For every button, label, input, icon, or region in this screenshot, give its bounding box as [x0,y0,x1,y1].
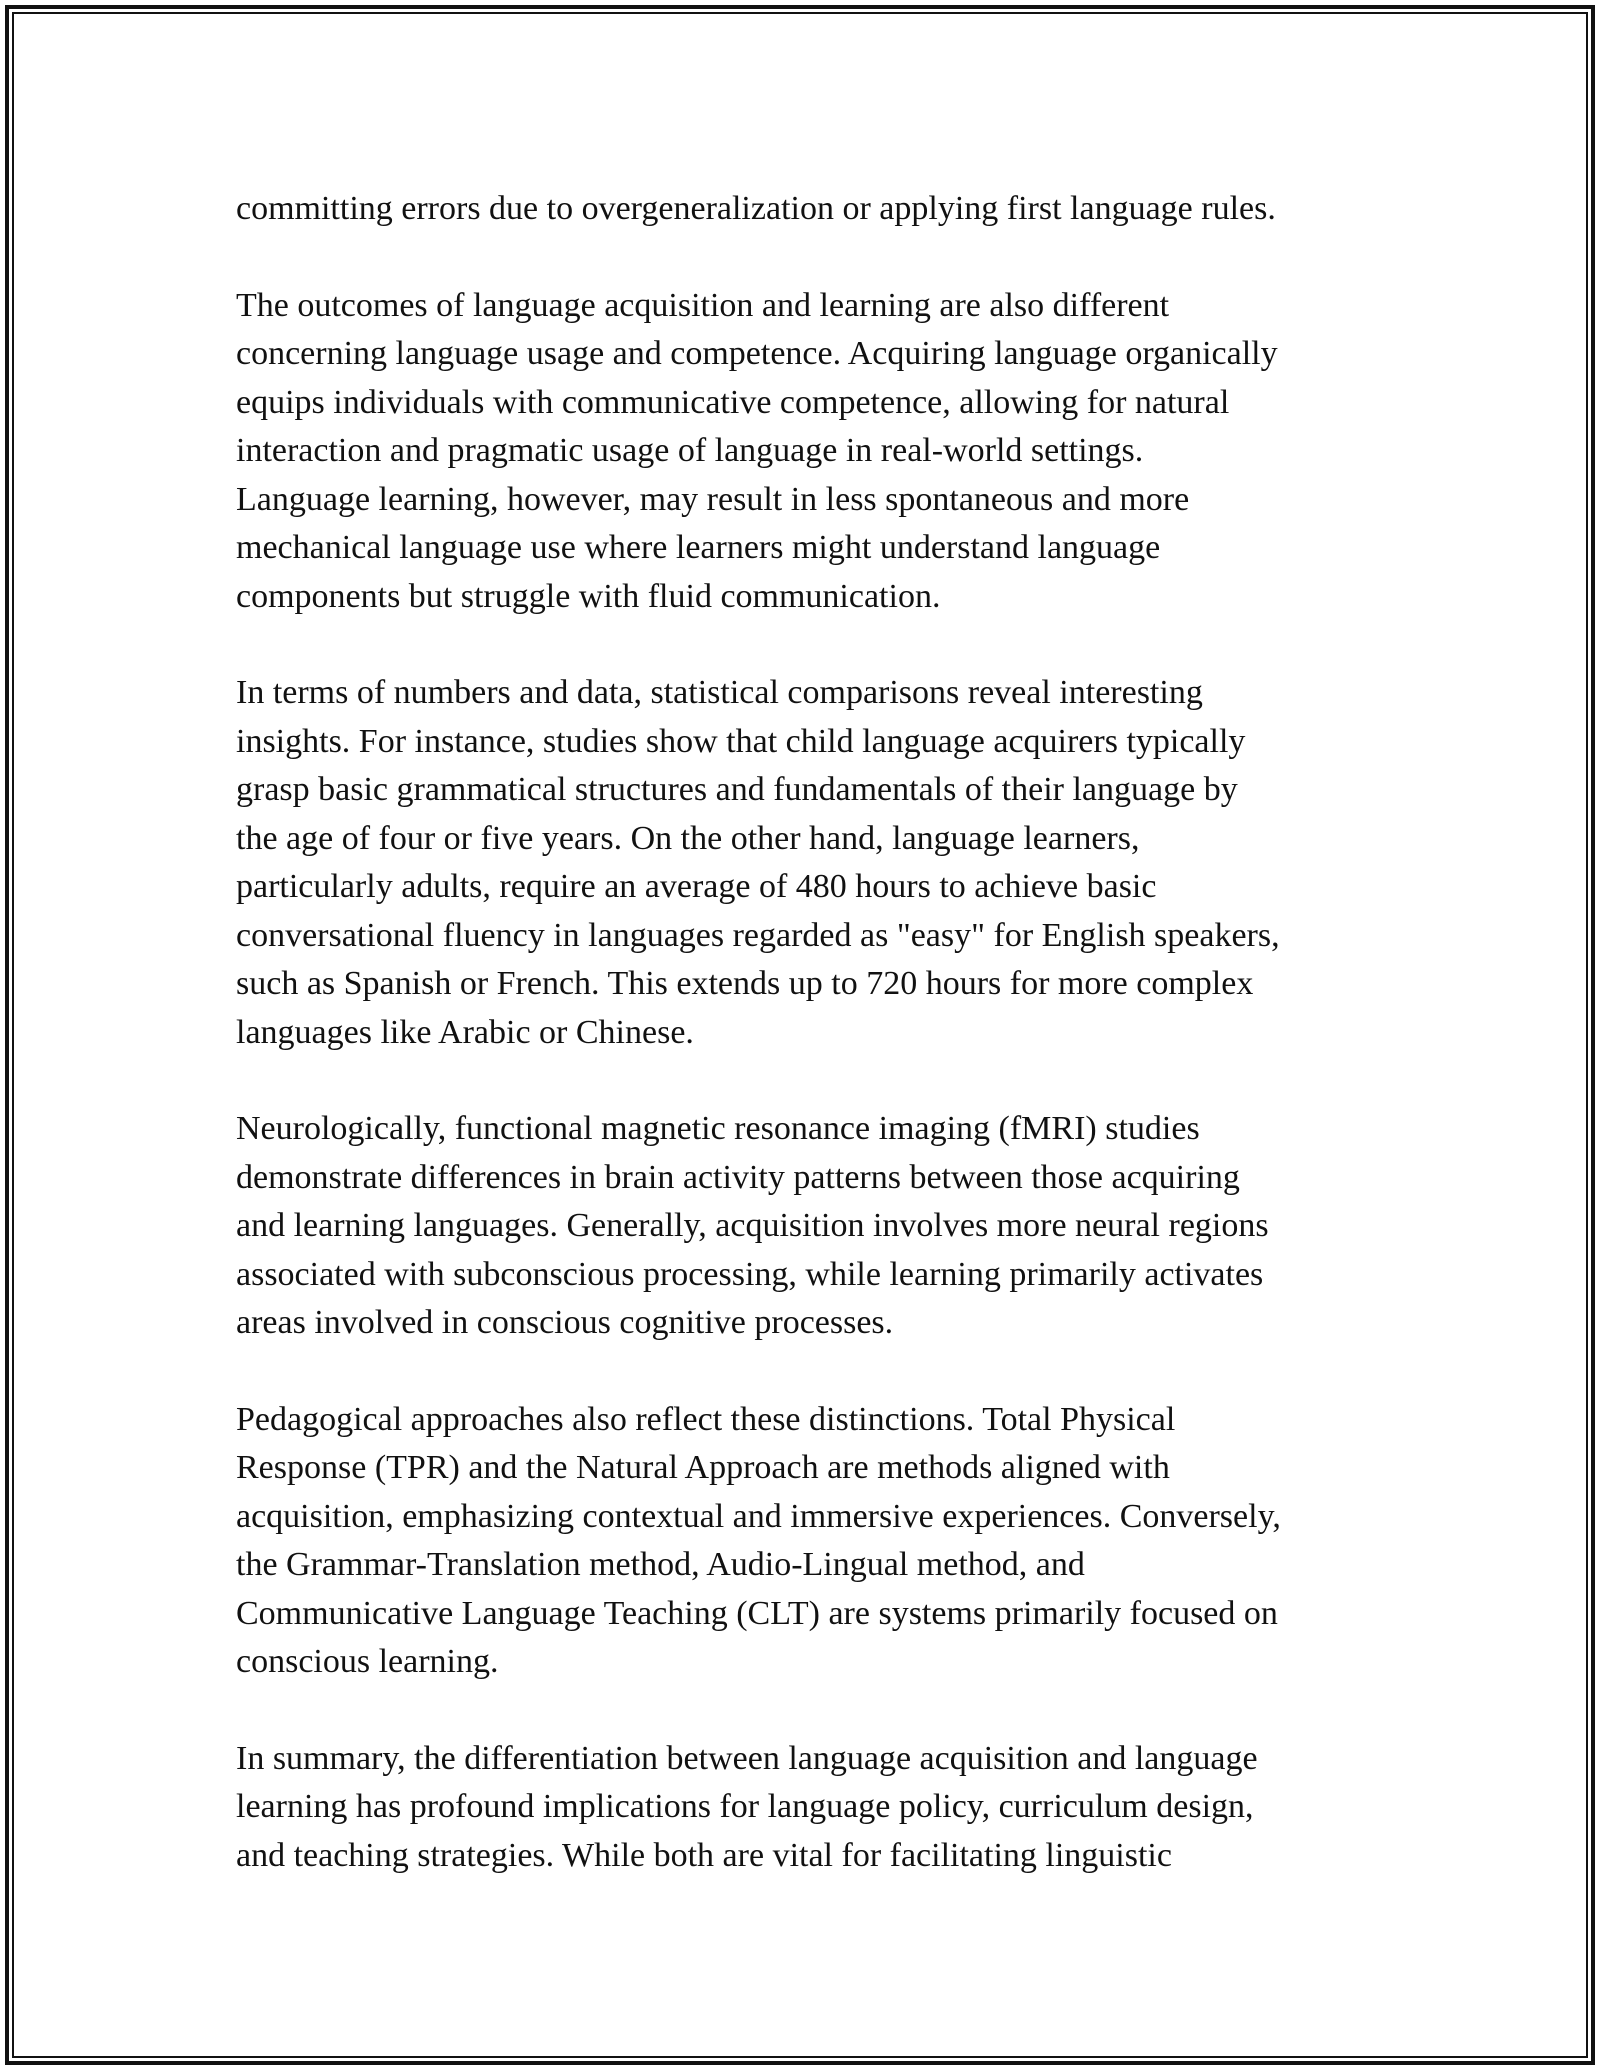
paragraph-outcomes [236,282,1366,622]
text-line: learning has profound implications for language policy, curriculum design, [236,1788,1254,1825]
text-line: equips individuals with communicative competence, allowing for natural [236,383,1230,421]
paragraph-continuation [236,185,1366,234]
text-line: In summary, the differentiation between language acquisition and language [236,1739,1258,1777]
text-line: languages like Arabic or Chinese. [236,1013,694,1051]
text-line: acquisition, emphasizing contextual and immersive experiences. Conversely, [236,1497,1281,1535]
text-line: interaction and pragmatic usage of language in real-world settings. [236,432,1144,469]
text-line: the Grammar-Translation method, Audio-Lingual method, and [236,1546,1085,1583]
text-line: Pedagogical approaches also reflect these distinctions. Total Physical [236,1400,1176,1438]
document-body [236,185,1366,1928]
paragraph-summary [236,1735,1366,1881]
text-line: mechanical language use where learners might understand language [236,529,1161,566]
text-line: and learning languages. Generally, acquisition involves more neural regions [236,1207,1269,1244]
text-line: associated with subconscious processing, while learning primarily activates [236,1255,1264,1293]
text-line: demonstrate differences in brain activity patterns between those acquiring [236,1158,1240,1196]
text-line: concerning language usage and competence. Acquiring language organically [236,335,1278,372]
text-line: Language learning, however, may result in less spontaneous and more [236,480,1190,518]
paragraph-pedagogy [236,1396,1366,1687]
paragraph-neurology [236,1105,1366,1348]
text-line: The outcomes of language acquisition and learning are also different [236,286,1170,324]
text-line: committing errors due to overgeneralization or applying first language rules. [236,190,1276,227]
text-line: and teaching strategies. While both are vital for facilitating linguistic [236,1836,1172,1874]
text-line: areas involved in conscious cognitive processes. [236,1304,894,1341]
text-line: grasp basic grammatical structures and fundamentals of their language by [236,771,1238,808]
text-line: conversational fluency in languages regarded as "easy" for English speakers, [236,916,1280,954]
text-line: conscious learning. [236,1643,499,1680]
text-line: the age of four or five years. On the other hand, language learners, [236,819,1140,857]
text-line: In terms of numbers and data, statistical comparisons reveal interesting [236,674,1203,711]
text-line: insights. For instance, studies show that child language acquirers typically [236,722,1246,760]
text-line: Response (TPR) and the Natural Approach are methods aligned with [236,1449,1170,1486]
paragraph-statistics [236,669,1366,1057]
text-line: Communicative Language Teaching (CLT) are systems primarily focused on [236,1594,1278,1632]
text-line: Neurologically, functional magnetic resonance imaging (fMRI) studies [236,1110,1200,1147]
text-line: such as Spanish or French. This extends up to 720 hours for more complex [236,965,1254,1002]
text-line: particularly adults, require an average of 480 hours to achieve basic [236,868,1157,905]
text-line: components but struggle with fluid communication. [236,577,941,615]
